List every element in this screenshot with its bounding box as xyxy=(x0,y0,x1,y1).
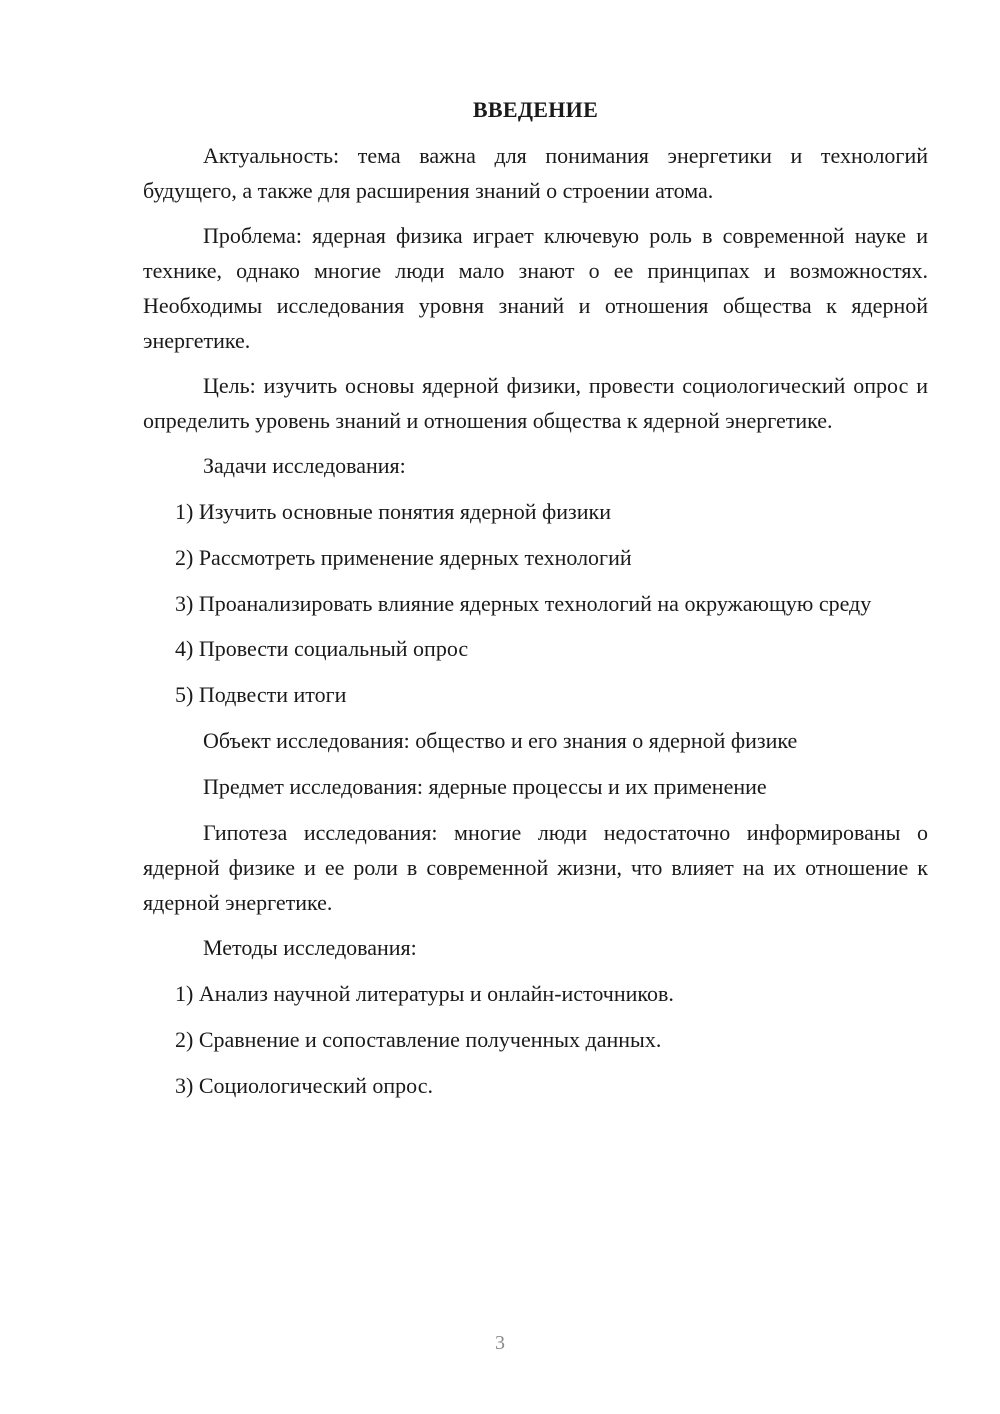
list-item: 4) Провести социальный опрос xyxy=(175,636,469,661)
tasks-heading: Задачи исследования: xyxy=(203,453,406,478)
hypothesis-paragraph: Гипотеза исследования: многие люди недостаточно информированы о ядерной физике и ее роли в современной жизни, что влияет на их отношение к ядерной энергетике. xyxy=(143,820,928,915)
tasks-list xyxy=(143,494,928,712)
object-paragraph: Объект исследования: общество и его знания о ядерной физике xyxy=(203,728,798,753)
list-item: 5) Подвести итоги xyxy=(175,682,347,707)
list-item: 1) Изучить основные понятия ядерной физики xyxy=(175,499,611,524)
list-item: 2) Рассмотреть применение ядерных технологий xyxy=(175,545,632,570)
page-title: ВВЕДЕНИЕ xyxy=(472,97,599,122)
methods-list xyxy=(143,976,928,1103)
list-item: 3) Социологический опрос. xyxy=(175,1073,433,1098)
methods-heading: Методы исследования: xyxy=(203,935,417,960)
document-page xyxy=(143,92,928,1114)
goal-paragraph: Цель: изучить основы ядерной физики, провести социологический опрос и определить уровень знаний и отношения общества к ядерной энергетике. xyxy=(143,373,928,433)
subject-paragraph: Предмет исследования: ядерные процессы и их применение xyxy=(203,774,767,799)
problem-paragraph: Проблема: ядерная физика играет ключевую роль в современной науке и технике, однако многие люди мало знают о ее принципах и возможностях. Необходимы исследования уровня знаний и отношения общества к ядерной энергетике. xyxy=(143,223,928,353)
page-number: 3 xyxy=(495,1332,505,1354)
list-item: 1) Анализ научной литературы и онлайн-источников. xyxy=(175,981,674,1006)
list-item: 2) Сравнение и сопоставление полученных данных. xyxy=(175,1027,662,1052)
relevance-paragraph: Актуальность: тема важна для понимания энергетики и технологий будущего, а также для расширения знаний о строении атома. xyxy=(143,143,928,203)
list-item: 3) Проанализировать влияние ядерных технологий на окружающую среду xyxy=(175,591,872,616)
